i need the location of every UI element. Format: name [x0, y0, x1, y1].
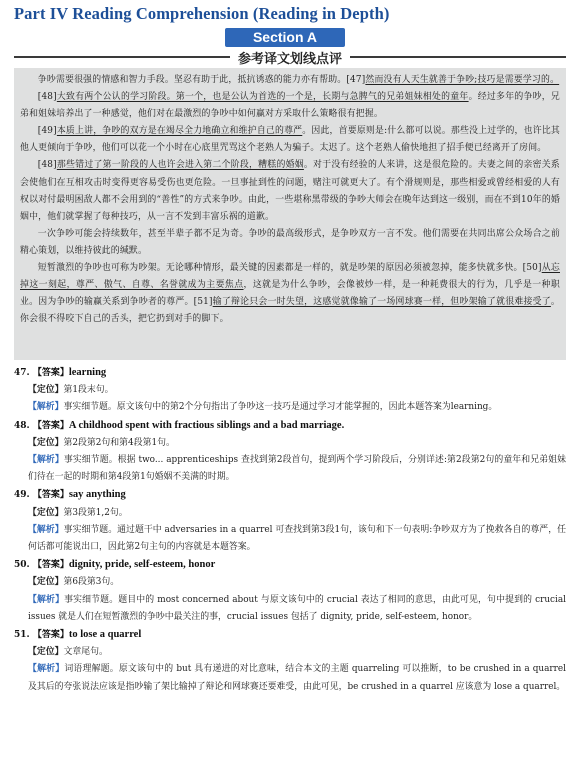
- locate-label: 【定位】: [28, 437, 64, 448]
- locate-label: 【定位】: [28, 385, 64, 396]
- passage-text: 一次争吵可能会持续数年，甚至半辈子都不足为奇。争吵的最高级形式，是争吵双方一言不发。他们需要在共同出席公众场合之前精心策划，以维持彼此的缄默。: [20, 228, 560, 256]
- answer-label: 【答案】: [32, 490, 69, 501]
- locate-label: 【定位】: [28, 647, 64, 658]
- analysis-text: 事实细节题。根据 two... apprenticeships 查找到第2段首句，提到两个学习阶段后，分别详述:第2段第2句的童年和兄弟姐妹们待在一起的时期和第4段第1句婚姻不美满的时期。: [28, 455, 567, 483]
- locate-line: [28, 382, 566, 399]
- answer-line: [14, 556, 566, 574]
- answer-label: 【答案】: [32, 630, 69, 641]
- passage-paragraph: [20, 89, 560, 123]
- analysis-label: 【解析】: [28, 524, 64, 535]
- analysis-line: [28, 522, 566, 556]
- answer-label: 【答案】: [32, 420, 69, 431]
- passage-text: [48]: [37, 92, 57, 103]
- passage-text: 。对于没有经验的人来讲，这是很危险的。夫妻之间的亲密关系会使他们在互相攻击时变得更容易受伤也更危险。一旦事扯到性的问题，赌注可就更大了。有个滑规则是，那些相爱或曾经相爱的人有权以对付最明困敌人都不会用到的“善性”的方式来争吵。由此，一些堪称黑带级的争吵大师会在晚年达到这一级别，而在不到10年的婚姻中，他们就掌握了每种技巧，从一言不发到丰富乐祸的道歉。: [20, 160, 560, 222]
- underlined-sentence: 然而没有人天生就善于争吵;技巧是需要学习的。: [365, 75, 560, 85]
- answer-list: [14, 364, 566, 696]
- passage-text: [48]: [37, 160, 57, 171]
- passage-paragraph: [20, 123, 560, 157]
- divider-right: [350, 56, 566, 58]
- analysis-label: 【解析】: [28, 402, 64, 413]
- locate-text: 第6段第3句。: [63, 577, 120, 588]
- answer-item: [14, 486, 566, 556]
- passage-text: 。因此，首要原则是:什么都可以说。那些没上过学的，也许比其他人更倾向于争吵，他们可以花一个小时在心底里咒骂这个老熟人为骗子。太迟了。这个老熟人偷快地担了招手便已经离开了房间。: [20, 126, 560, 154]
- passage-text: [49]: [37, 126, 57, 137]
- analysis-text: 事实细节题。原文该句中的第2个分句指出了争吵这一技巧是通过学习才能掌握的，因此本题答案为learning。: [63, 402, 498, 413]
- passage-paragraph: [20, 226, 560, 260]
- passage-paragraph: [20, 157, 560, 225]
- passage-paragraph: [20, 260, 560, 328]
- answer-item: [14, 417, 566, 487]
- analysis-line: [28, 399, 566, 416]
- locate-text: 第2段第2句和第4段第1句。: [63, 437, 175, 448]
- answer-line: [14, 364, 566, 382]
- page-header: [14, 4, 574, 30]
- analysis-line: [28, 661, 566, 695]
- question-number: 47.: [14, 368, 30, 378]
- answer-item: [14, 364, 566, 417]
- answer-line: [14, 486, 566, 504]
- question-number: 50.: [14, 560, 30, 571]
- locate-text: 第3段第1,2句。: [63, 507, 128, 518]
- locate-line: [28, 644, 566, 661]
- passage-text: 。经过多年的争吵，兄弟和姐妹培养出了一种感觉，他们对在最激烈的争吵中如何赢对方采取什么策略很有把握。: [20, 92, 561, 120]
- analysis-label: 【解析】: [28, 664, 65, 675]
- analysis-line: [28, 452, 566, 486]
- analysis-text: 事实细节题。题目中的 most concerned about 与原文该句中的 crucial 表达了相同的意思，由此可见，句中提到的 crucial issues 就是人们在短暂激烈的争吵中最关注的事，crucial issues 包括了 dignity, pride, self-esteem, honor。: [28, 594, 566, 622]
- passage-text: 争吵需要很强的情感和智力手段。坚忍有助于此，抵抗诱惑的能力亦有帮助。[47]: [37, 75, 366, 85]
- locate-line: [28, 574, 566, 591]
- passage-text: 短暂激烈的争吵也可称为吵架。无论哪种情形，最关键的因素都是一样的，就是吵架的原因必须被忽掉，能多快就多快。[50]: [37, 263, 542, 274]
- locate-text: 文章尾句。: [63, 647, 108, 658]
- answer-label: 【答案】: [32, 560, 69, 571]
- translation-passage: [14, 68, 566, 360]
- underlined-sentence: 本质上讲，争吵的双方是在竭尽全力地确立和维护自己的尊严: [56, 126, 303, 137]
- answer-text: learning: [68, 367, 107, 378]
- answer-text: A childhood spent with fractious siblings and a bad marriage.: [68, 419, 345, 431]
- passage-text: ，这就是为什么争吵，会像被炒一样，是一种耗费很大的行为，几乎是一种职业。因为争吵的输赢关系到争吵者的尊严。[51]: [20, 280, 560, 308]
- analysis-label: 【解析】: [28, 455, 64, 466]
- underlined-sentence: 那些错过了第一阶段的人也许会进入第二个阶段，糟糕的婚姻: [56, 160, 304, 171]
- locate-label: 【定位】: [28, 507, 64, 518]
- answer-line: [14, 417, 566, 435]
- passage-text: 。你会很不得咬下自己的舌头，把它扔到对手的脚下。: [20, 297, 560, 325]
- answer-text: to lose a quarrel: [68, 629, 142, 641]
- underlined-sentence: 从忘掉这一刻起，尊严、傲气、自尊、名誉就成为主要焦点: [20, 263, 560, 291]
- divider-left: [14, 56, 230, 58]
- analysis-text: 事实细节题。通过题干中 adversaries in a quarrel 可查找到第3段1句，该句和下一句表明:争吵双方为了挽救各自的尊严，任何话都可能说出口，因此第2句主句的内容就是本题答案。: [28, 524, 566, 553]
- subheading-text: 参考译文划线点评: [238, 51, 343, 67]
- underlined-sentence: 输了辩论只会一时失望，这感觉就像输了一场网球赛一样，但吵架输了就很难接受了: [212, 297, 551, 308]
- part-title: Part IV Reading Comprehension (Reading in Depth): [14, 4, 390, 23]
- locate-label: 【定位】: [28, 577, 64, 588]
- analysis-label: 【解析】: [28, 594, 65, 605]
- question-number: 49.: [14, 490, 30, 501]
- answer-text: dignity, pride, self-esteem, honor: [68, 559, 216, 571]
- subheading: [14, 48, 566, 66]
- passage-paragraph: [20, 72, 560, 89]
- locate-text: 第1段末句。: [63, 385, 114, 396]
- answer-item: [14, 556, 566, 626]
- locate-line: [28, 435, 566, 452]
- analysis-text: 词语理解题。原文该句中的 but 具有递进的对比意味，结合本文的主题 quarreling 可以推断，to be crushed in a quarrel 及其后的夸张说法应该是指吵输了架比输掉了辩论和网球赛还要难受，由此可见，be crushed in a quarrel 应该意为 lose a quarrel。: [28, 664, 567, 692]
- section-badge: Section A: [225, 28, 345, 47]
- locate-line: [28, 505, 566, 522]
- answer-text: say anything: [68, 489, 126, 501]
- question-number: 51.: [14, 630, 30, 641]
- analysis-line: [28, 592, 566, 626]
- answer-line: [14, 626, 566, 644]
- underlined-sentence: 大致有两个公认的学习阶段。第一个，也是公认为首选的一个是，长期与急脾气的兄弟姐妹相处的童年: [56, 92, 469, 103]
- answer-label: 【答案】: [32, 368, 69, 378]
- answer-item: [14, 626, 566, 696]
- question-number: 48.: [14, 420, 30, 431]
